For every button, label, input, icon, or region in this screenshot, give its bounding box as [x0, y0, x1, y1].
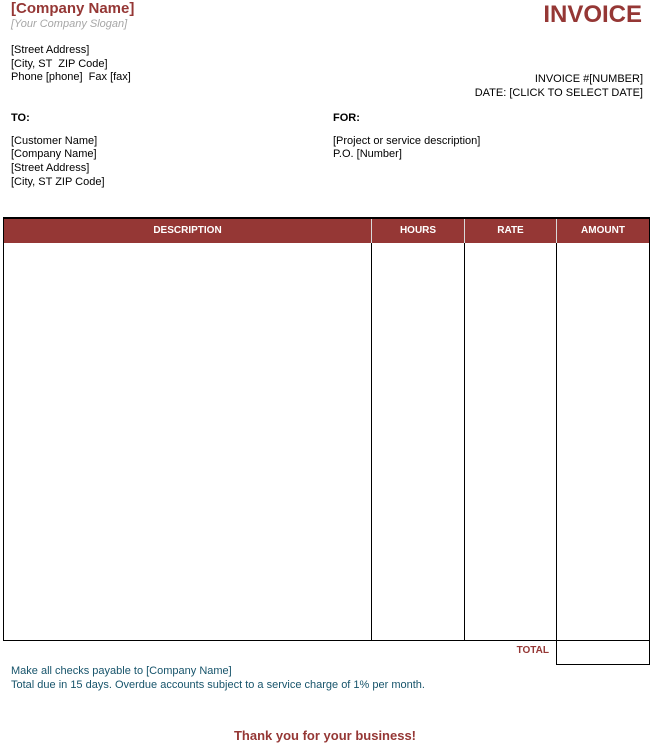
column-divider — [556, 243, 557, 640]
column-header-hours: HOURS — [372, 219, 465, 243]
sender-street[interactable]: [Street Address] — [11, 44, 90, 56]
for-block — [333, 112, 480, 162]
payable-note[interactable]: Make all checks payable to [Company Name] — [11, 665, 232, 677]
column-header-description: DESCRIPTION — [4, 219, 372, 243]
column-header-rate: RATE — [465, 219, 557, 243]
po-number[interactable]: P.O. [Number] — [333, 148, 402, 161]
project-description[interactable]: [Project or service description] — [333, 134, 481, 147]
column-header-amount: AMOUNT — [581, 225, 625, 236]
company-slogan[interactable]: [Your Company Slogan] — [11, 18, 128, 30]
to-label: TO: — [11, 112, 30, 124]
customer-company-name[interactable]: [Company Name] — [11, 148, 97, 161]
invoice-number[interactable]: INVOICE #[NUMBER] — [534, 73, 643, 85]
total-label: TOTAL — [516, 645, 549, 656]
thank-you-message: Thank you for your business! — [233, 728, 417, 743]
column-divider — [371, 243, 372, 640]
invoice-date-picker[interactable]: DATE: [CLICK TO SELECT DATE] — [474, 86, 643, 99]
table-header — [4, 219, 649, 243]
sender-address — [11, 44, 131, 85]
total-amount-cell[interactable] — [556, 640, 650, 665]
payment-notes — [11, 664, 425, 692]
items-table — [3, 217, 650, 641]
column-divider — [464, 243, 465, 640]
sender-phone-fax[interactable]: Phone [phone] Fax [fax] — [11, 71, 131, 84]
for-label: FOR: — [333, 112, 360, 124]
sender-city[interactable]: [City, ST ZIP Code] — [11, 57, 108, 70]
customer-name[interactable]: [Customer Name] — [11, 134, 98, 147]
customer-city[interactable]: [City, ST ZIP Code] — [11, 175, 105, 188]
customer-street[interactable]: [Street Address] — [11, 162, 90, 175]
invoice-title: INVOICE — [543, 1, 642, 28]
invoice-meta — [475, 73, 643, 100]
bill-to-block — [11, 112, 105, 190]
company-name[interactable]: [Company Name] — [11, 0, 135, 17]
terms-note[interactable]: Total due in 15 days. Overdue accounts subject to a service charge of 1% per month. — [11, 679, 425, 691]
